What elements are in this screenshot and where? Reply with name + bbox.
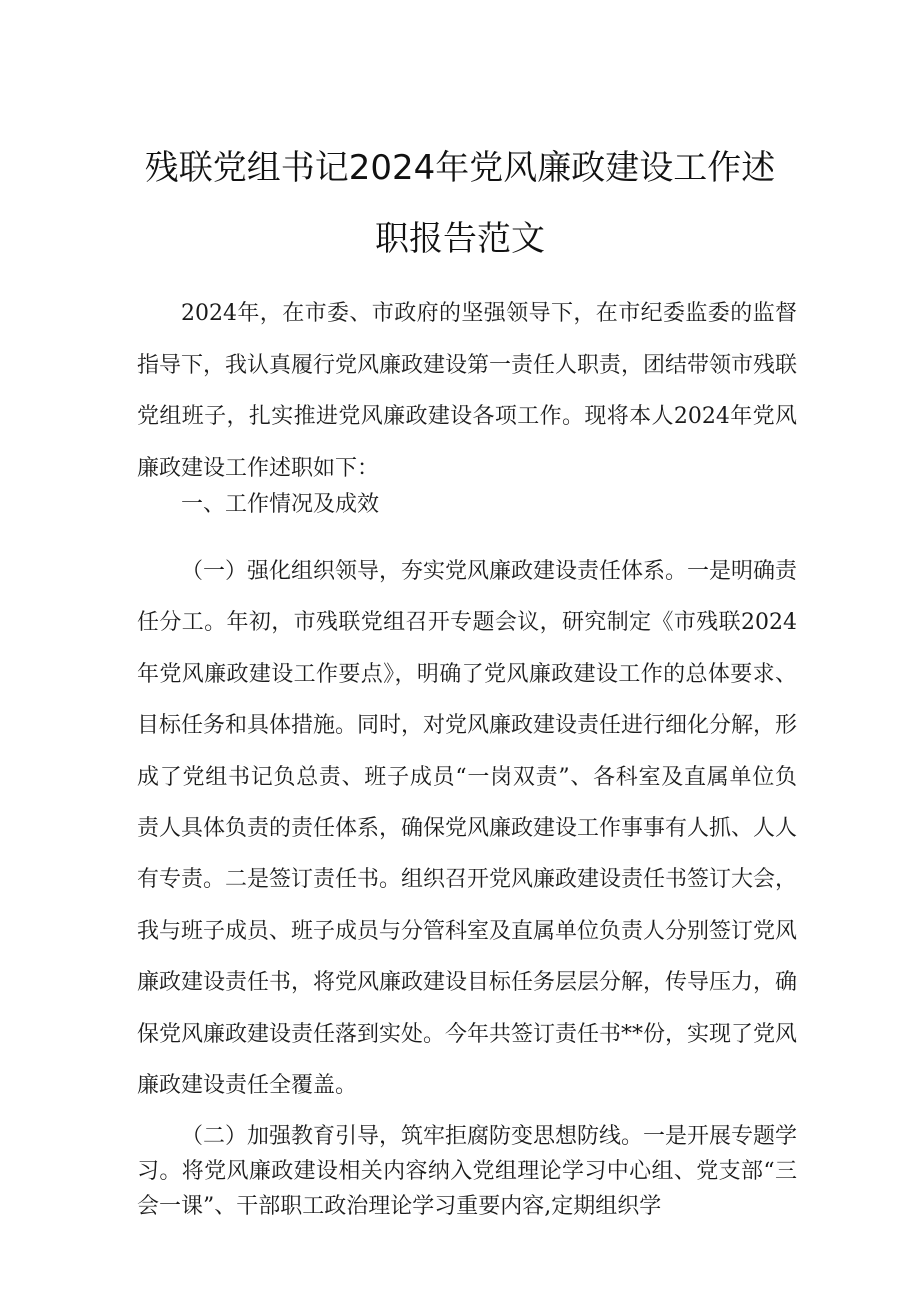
body-paragraph-1: （一）强化组织领导，夯实党风廉政建设责任体系。一是明确责任分工。年初，市残联党组召开专题会议，研究制定《市残联2024年党风廉政建设工作要点》，明确了党风廉政建设工作的总体要求、目标任务和具体措施。同时，对党风廉政建设责任进行细化分解，形成了党组书记负总责、班子成员“一岗双责”、各科室及直属单位负责人具体负责的责任体系，确保党风廉政建设工作事事有人抓、人人有专责。二是签订责任书。组织召开党风廉政建设责任书签订大会，我与班子成员、班子成员与分管科室及直属单位负责人分别签订党风廉政建设责任书，将党风廉政建设目标任务层层分解，传导压力，确保党风廉政建设责任落到实处。今年共签订责任书**份，实现了党风廉政建设责任全覆盖。 — [137, 559, 798, 1099]
section-heading: 一、工作情况及成效 — [181, 492, 380, 517]
intro-paragraph: 2024年，在市委、市政府的坚强领导下，在市纪委监委的监督指导下，我认真履行党风廉政建设第一责任人职责，团结带领市残联党组班子，扎实推进党风廉政建设各项工作。现将本人2024年党风廉政建设工作述职如下： — [137, 301, 798, 481]
body-paragraph-2: （二）加强教育引导，筑牢拒腐防变思想防线。一是开展专题学习。将党风廉政建设相关内容纳入党组理论学习中心组、党支部“三会一课”、干部职工政治理论学习重要内容,定期组织学 — [137, 1124, 798, 1219]
document-title-line-2: 职报告范文 — [375, 219, 545, 259]
document-title-line-1: 残联党组书记2024年党风廉政建设工作述 — [144, 148, 776, 188]
